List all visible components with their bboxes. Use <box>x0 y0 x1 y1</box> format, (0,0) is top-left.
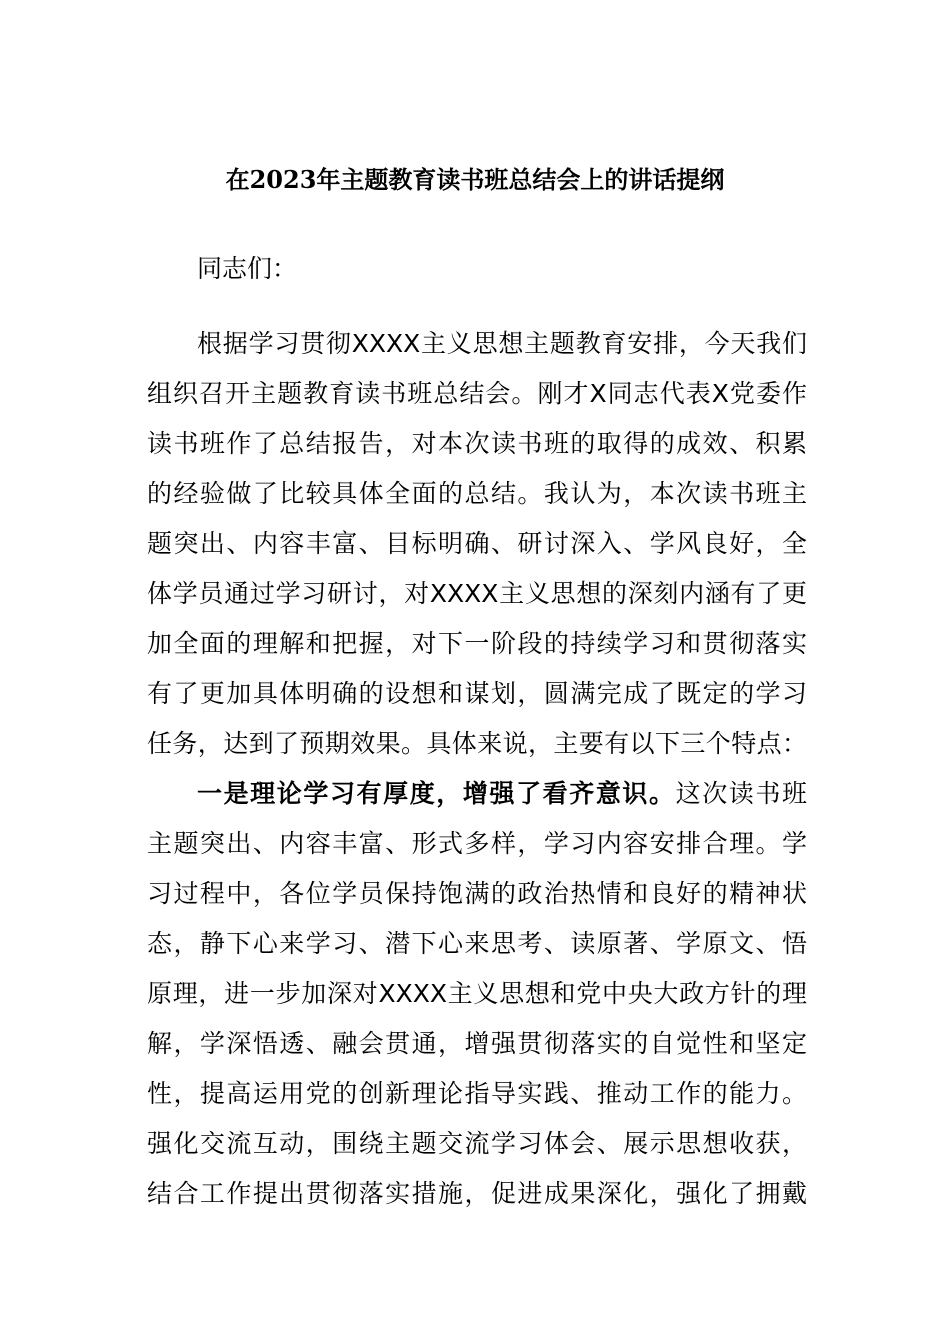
paragraph-1-line-9: 任务，达到了预期效果。具体来说，主要有以下三个特点： <box>147 729 807 758</box>
paragraph-2-line-6: 解，学深悟透、融会贯通，增强贯彻落实的自觉性和坚定 <box>147 1029 807 1058</box>
paragraph-2-line-2: 主题突出、内容丰富、形式多样，学习内容安排合理。学 <box>147 829 807 858</box>
paragraph-1-line-3: 读书班作了总结报告，对本次读书班的取得的成效、积累 <box>147 429 807 458</box>
paragraph-2-first-rest: 这次读书班 <box>675 779 807 808</box>
paragraph-1-line-1: 根据学习贯彻XXXX主义思想主题教育安排，今天我们 <box>197 329 807 358</box>
paragraph-2-line-7: 性，提高运用党的创新理论指导实践、推动工作的能力。 <box>147 1079 807 1108</box>
paragraph-2-line-9: 结合工作提出贯彻落实措施，促进成果深化，强化了拥戴 <box>147 1179 807 1208</box>
paragraph-1-line-2: 组织召开主题教育读书班总结会。刚才X同志代表X党委作 <box>147 379 807 408</box>
paragraph-2-line-5: 原理，进一步加深对XXXX主义思想和党中央大政方针的理 <box>147 979 807 1008</box>
paragraph-1-line-6: 体学员通过学习研讨，对XXXX主义思想的深刻内涵有了更 <box>147 579 807 608</box>
paragraph-2-line-4: 态，静下心来学习、潜下心来思考、读原著、学原文、悟 <box>147 929 807 958</box>
paragraph-2-line-8: 强化交流互动，围绕主题交流学习体会、展示思想收获， <box>147 1129 807 1158</box>
paragraph-1-line-8: 有了更加具体明确的设想和谋划，圆满完成了既定的学习 <box>147 679 807 708</box>
paragraph-2-heading: 一是理论学习有厚度，增强了看齐意识。 <box>197 779 676 808</box>
paragraph-2-line-1 <box>197 769 807 819</box>
paragraph-1-line-4: 的经验做了比较具体全面的总结。我认为，本次读书班主 <box>147 479 807 508</box>
greeting: 同志们： <box>197 254 298 283</box>
paragraph-1-line-7: 加全面的理解和把握，对下一阶段的持续学习和贯彻落实 <box>147 629 807 658</box>
document-title: 在2023年主题教育读书班总结会上的讲话提纲 <box>225 165 725 194</box>
paragraph-1-line-5: 题突出、内容丰富、目标明确、研讨深入、学风良好，全 <box>147 529 807 558</box>
paragraph-2-line-3: 习过程中，各位学员保持饱满的政治热情和良好的精神状 <box>147 879 807 908</box>
